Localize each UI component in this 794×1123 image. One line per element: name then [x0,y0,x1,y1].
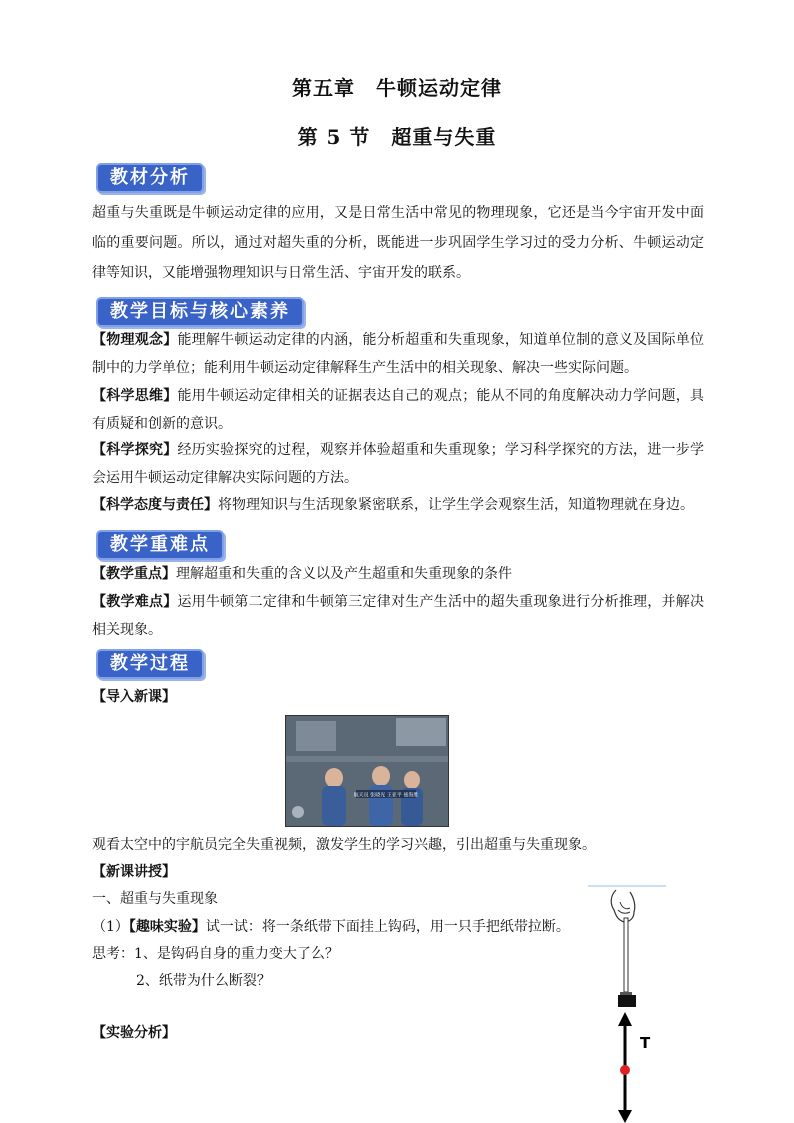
think-question-1: 思考：1、是钩码自身的重力变大了么？ [92,946,339,962]
tension-arrowhead [618,1012,632,1026]
astronaut-photo [285,715,449,827]
intro-label: 【导入新课】 [92,689,176,705]
badge-teaching-goals: 教学目标与核心素养 [96,297,304,327]
exp-prefix: （1） [92,919,129,935]
goal-physics-concept [92,326,704,382]
fun-experiment [92,914,570,940]
heading-overweight-weightless: 一、超重与失重现象 [92,891,218,907]
goal-tag: 【科学态度与责任】 [92,497,218,513]
section-title: 第 5 节 超重与失重 [297,125,497,149]
difficult-point [92,588,704,644]
exp-text: 试一试：将一条纸带下面挂上钩码，用一只手把纸带拉断。 [205,919,570,935]
paper-strip [624,918,628,992]
badge-textbook-analysis: 教材分析 [96,163,204,193]
experiment-analysis-label: 【实验分析】 [92,1025,176,1041]
force-label-t: T [640,1034,651,1052]
badge-key-difficulties: 教学重难点 [96,530,224,560]
key-text: 理解超重和失重的含义以及产生超重和失重现象的条件 [176,566,512,582]
new-lesson-label: 【新课讲授】 [92,864,176,880]
photo-caption: 航天员 张晓光 王亚平 聂海胜 [353,792,419,799]
hand-icon [611,890,635,922]
gravity-arrowhead [618,1110,632,1123]
key-tag: 【教学难点】 [92,594,178,610]
exp-tag: 【趣味实验】 [128,919,206,935]
analysis-paragraph: 超重与失重既是牛顿运动定律的应用，又是日常生活中常见的物理现象，它还是当今宇宙开发中面临的重要问题。所以，通过对超失重的分析，既能进一步巩固学生学习过的受力分析、牛顿运动定律等知识，又能增强物理知识与日常生活、宇宙开发的联系。 [92,205,704,281]
goal-tag: 【科学思维】 [92,388,178,404]
think-question-2: 2、纸带为什么断裂？ [136,973,271,989]
goal-scientific-inquiry [92,436,704,492]
badge-teaching-process: 教学过程 [96,649,204,679]
goal-text: 能理解牛顿运动定律的内涵，能分析超重和失重现象，知道单位制的意义及国际单位制中的力学单位；能利用牛顿运动定律解释生产生活中的相关现象、解决一些实际问题。 [92,332,705,376]
goal-text: 经历实验探究的过程，观察并体验超重和失重现象；学习科学探究的方法，进一步学会运用牛顿运动定律解决实际问题的方法。 [92,442,705,486]
key-text: 运用牛顿第二定律和牛顿第三定律对生产生活中的超失重现象进行分析推理，并解决相关现象。 [92,594,705,638]
astronaut-photo-illustration [286,716,448,826]
hook-weight [618,995,636,1007]
goal-attitude-responsibility [92,491,704,519]
goal-text: 将物理知识与生活现象紧密联系，让学生学会观察生活，知道物理就在身边。 [218,497,694,513]
mass-point [620,1065,630,1075]
goal-text: 能用牛顿运动定律相关的证据表达自己的观点；能从不同的角度解决动力学问题，具有质疑和创新的意识。 [92,388,705,432]
chapter-title: 第五章 牛顿运动定律 [292,76,502,100]
key-point [92,560,704,588]
video-description: 观看太空中的宇航员完全失重视频，激发学生的学习兴趣，引出超重与失重现象。 [92,837,596,853]
goal-tag: 【科学探究】 [92,442,178,458]
paper-strip-force-figure [580,880,680,1123]
key-tag: 【教学重点】 [92,566,176,582]
goal-tag: 【物理观念】 [92,332,178,348]
goal-scientific-thinking [92,382,704,438]
